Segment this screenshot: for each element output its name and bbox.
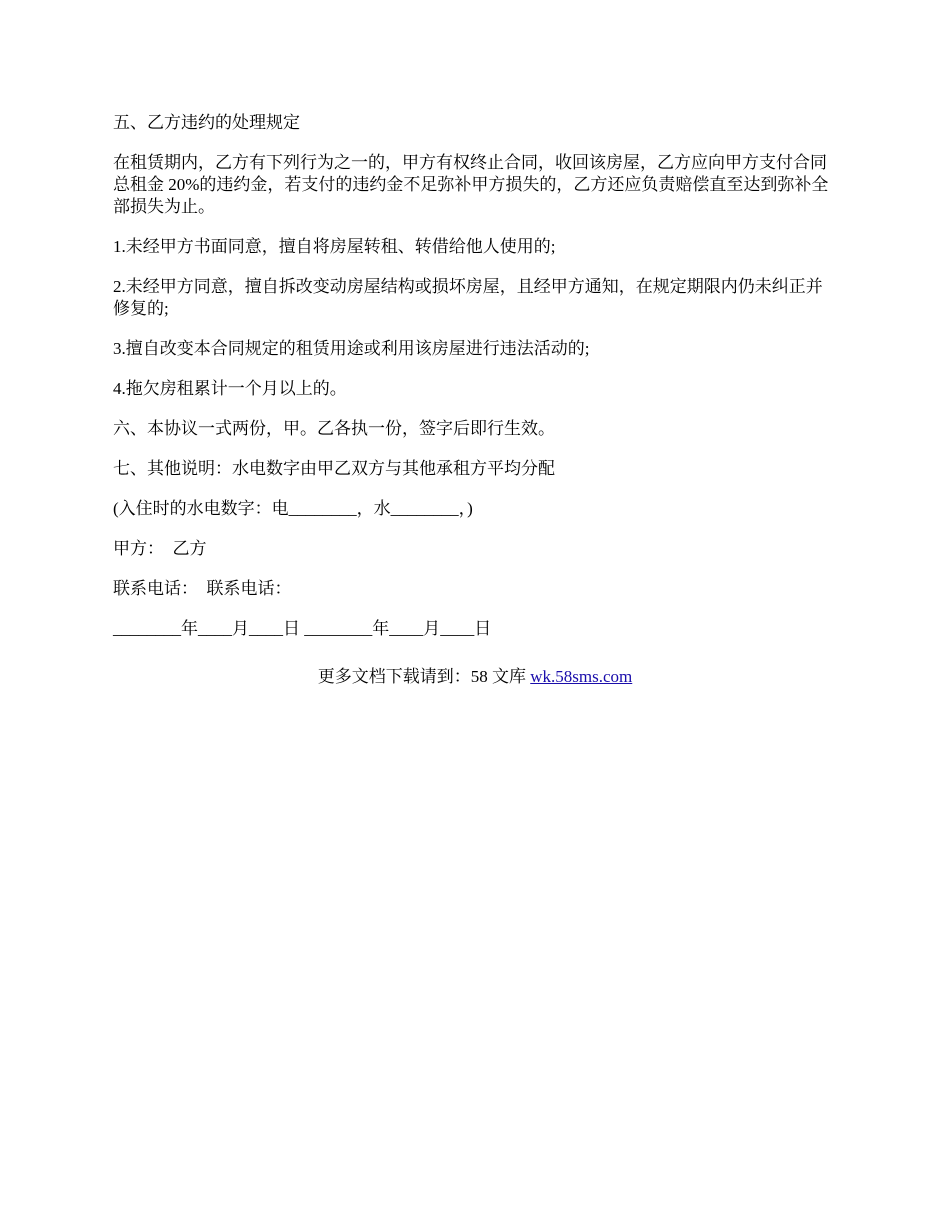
- footer-download-note: [0, 666, 950, 688]
- party-signature-line: 甲方： 乙方: [113, 539, 207, 558]
- section-seven-other: 七、其他说明：水电数字由甲乙双方与其他承租方平均分配: [113, 459, 555, 478]
- footer-text: 更多文档下载请到：58 文库: [317, 667, 531, 686]
- breach-item-2: 2.未经甲方同意，擅自拆改变动房屋结构或损坏房屋，且经甲方通知，在规定期限内仍未纠正并修复的;: [113, 277, 823, 318]
- date-line: ________年____月____日 ________年____月____日: [113, 619, 492, 638]
- section-six-copies: 六、本协议一式两份，甲。乙各执一份，签字后即行生效。: [113, 419, 555, 438]
- document-body: [113, 112, 838, 658]
- breach-item-4: 4.拖欠房租累计一个月以上的。: [113, 379, 347, 398]
- section-title-breach: 五、乙方违约的处理规定: [113, 113, 300, 132]
- footer-link[interactable]: wk.58sms.com: [530, 667, 633, 686]
- utility-readings-line: (入住时的水电数字：电________，水________，): [113, 499, 473, 518]
- contact-phone-line: 联系电话： 联系电话：: [113, 579, 292, 598]
- breach-item-1: 1.未经甲方书面同意，擅自将房屋转租、转借给他人使用的;: [113, 237, 556, 256]
- breach-item-3: 3.擅自改变本合同规定的租赁用途或利用该房屋进行违法活动的;: [113, 339, 590, 358]
- breach-intro-paragraph: 在租赁期内，乙方有下列行为之一的，甲方有权终止合同，收回该房屋，乙方应向甲方支付合同总租金 20%的违约金，若支付的违约金不足弥补甲方损失的，乙方还应负责赔偿直至达到弥补全部损失为止。: [113, 153, 829, 216]
